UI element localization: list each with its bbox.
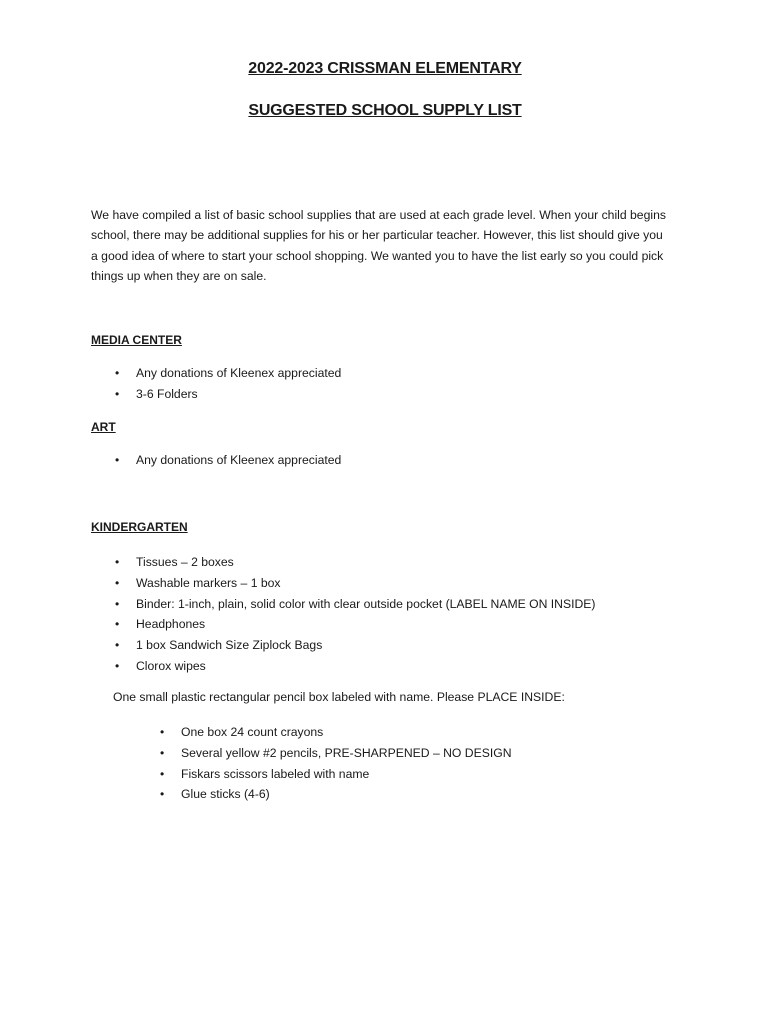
list-item: [115, 363, 342, 384]
list-item: [115, 384, 341, 405]
list-item-text: Tissues – 2 boxes: [136, 555, 234, 569]
list-item-text: Any donations of Kleenex appreciated: [136, 453, 342, 467]
list-item: [160, 722, 512, 743]
list-item-text: Binder: 1-inch, plain, solid color with clear outside pocket (LABEL NAME ON INSIDE): [136, 596, 596, 611]
list-item-text: Headphones: [136, 617, 206, 632]
kindergarten-list: [115, 552, 596, 677]
bullet-icon: •: [115, 386, 120, 401]
bullet-icon: •: [115, 596, 120, 611]
pencil-box-note: One small plastic rectangular pencil box labeled with name. Please PLACE INSIDE:: [113, 690, 565, 704]
list-item: [115, 656, 595, 677]
bullet-icon: •: [115, 617, 120, 632]
list-item: [115, 450, 342, 471]
list-item-text: Several yellow #2 pencils, PRE-SHARPENED – NO DESIGN: [181, 745, 512, 760]
list-item: [160, 743, 512, 764]
pencil-box-list: [160, 722, 512, 805]
bullet-icon: •: [160, 725, 165, 739]
list-item: [115, 573, 595, 594]
document-subtitle: SUGGESTED SCHOOL SUPPLY LIST: [248, 102, 522, 119]
bullet-icon: •: [115, 555, 120, 569]
section-heading-kindergarten: KINDERGARTEN: [91, 520, 188, 534]
list-item: [115, 635, 595, 656]
art-list: [115, 450, 342, 471]
media-center-list: [115, 363, 342, 405]
bullet-icon: •: [115, 638, 120, 653]
bullet-icon: •: [115, 575, 120, 590]
list-item-text: 3-6 Folders: [136, 386, 198, 401]
bullet-icon: •: [160, 787, 165, 802]
list-item-text: Any donations of Kleenex appreciated: [136, 366, 342, 380]
intro-paragraph: We have compiled a list of basic school supplies that are used at each grade level. When your child begins school, there may be additional supplies for his or her particular teacher. However, this list should give you a good idea of where to start your school shopping. We wanted you to have the list early so you could pick things up when they are on sale.: [91, 208, 666, 283]
bullet-icon: •: [115, 658, 120, 673]
list-item: [115, 594, 596, 615]
list-item-text: One box 24 count crayons: [181, 725, 324, 739]
section-heading-art: ART: [91, 420, 116, 434]
list-item-text: Clorox wipes: [136, 658, 206, 673]
list-item: [160, 784, 512, 805]
bullet-icon: •: [160, 745, 165, 760]
bullet-icon: •: [115, 453, 120, 467]
list-item: [115, 552, 595, 573]
list-item-text: Glue sticks (4-6): [181, 787, 270, 802]
bullet-icon: •: [160, 766, 165, 781]
list-item: [160, 764, 512, 785]
list-item: [115, 614, 595, 635]
section-heading-media-center: MEDIA CENTER: [91, 333, 182, 347]
list-item-text: Washable markers – 1 box: [136, 575, 281, 590]
list-item-text: 1 box Sandwich Size Ziplock Bags: [136, 638, 323, 653]
bullet-icon: •: [115, 366, 120, 380]
document-title: 2022-2023 CRISSMAN ELEMENTARY: [248, 60, 522, 77]
list-item-text: Fiskars scissors labeled with name: [181, 766, 370, 781]
